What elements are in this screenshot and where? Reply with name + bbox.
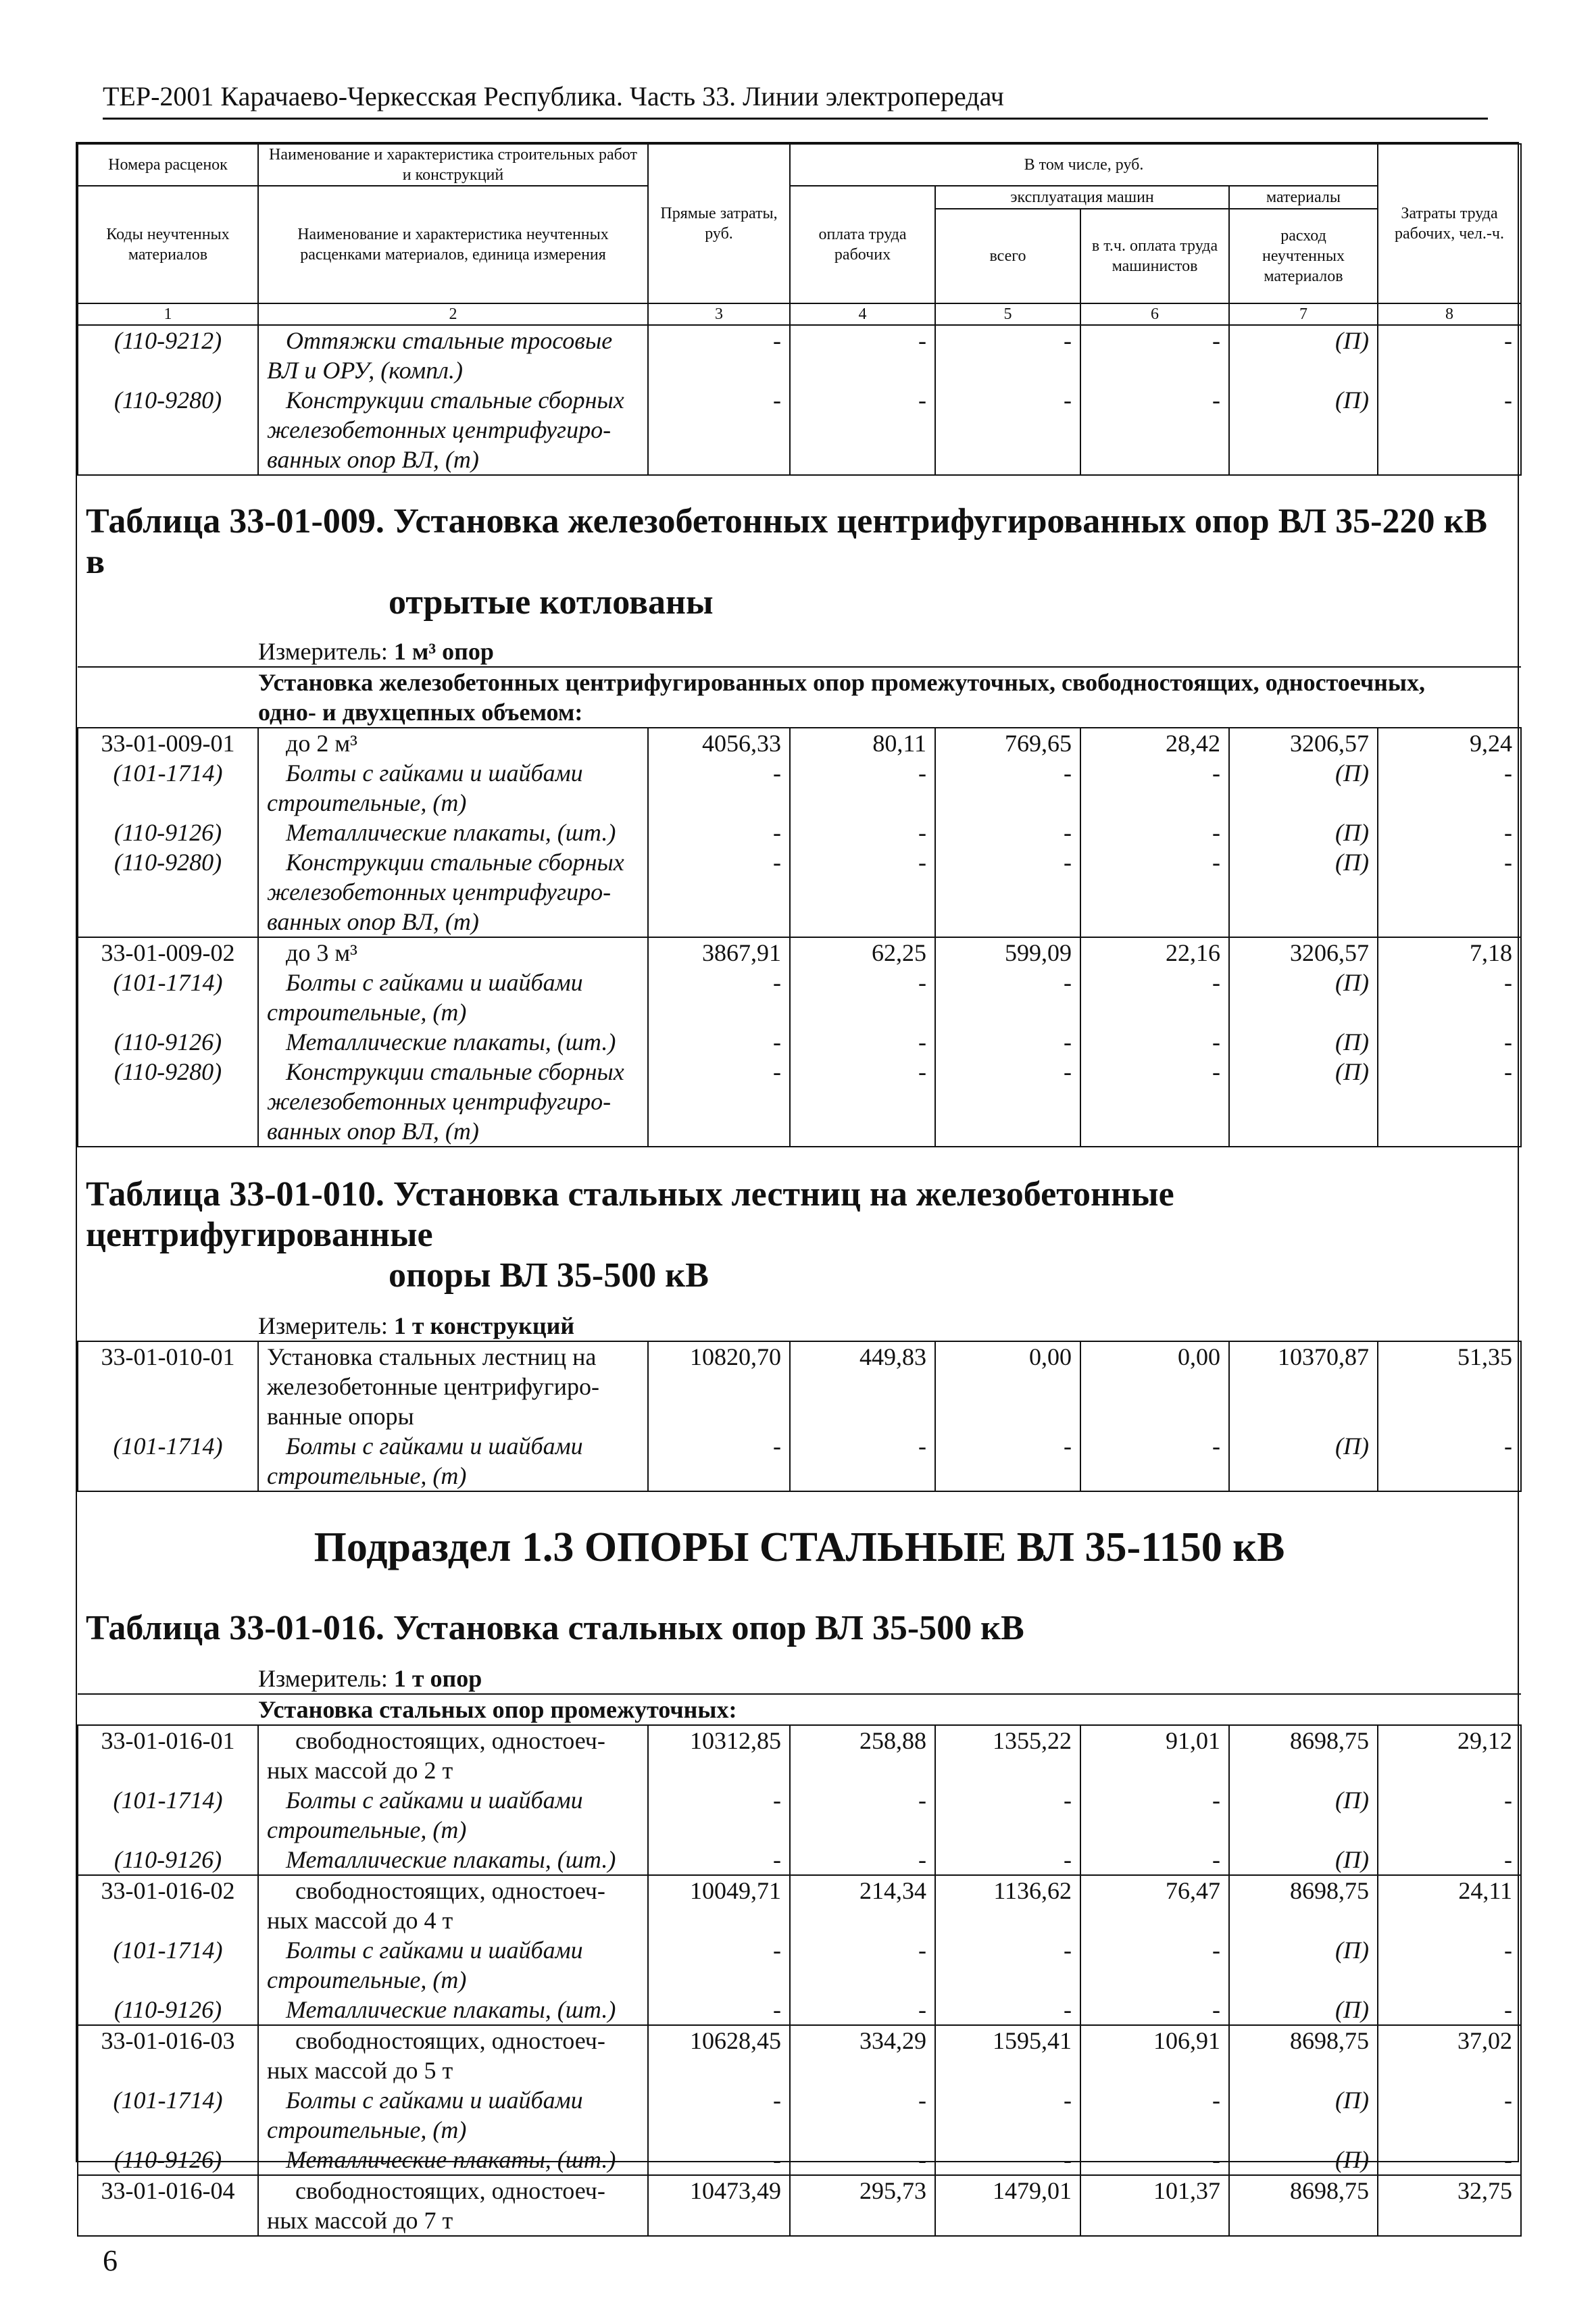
- col2-bottom-header: Наименование и характеристика неучтенных расценками материалов, единица измерения: [258, 186, 648, 303]
- direct-costs: 10049,71: [648, 1875, 790, 1935]
- labor-hours: 51,35: [1378, 1341, 1521, 1431]
- dash: -: [1378, 1845, 1521, 1875]
- machines-total-header: всего: [935, 209, 1080, 303]
- materials: 8698,75: [1229, 2175, 1378, 2236]
- material-row: [78, 1057, 1521, 1147]
- dash: -: [935, 325, 1080, 385]
- dash: -: [648, 2085, 790, 2145]
- materials: 8698,75: [1229, 2025, 1378, 2085]
- table-010-title-cont: опоры ВЛ 35-500 кВ: [389, 1256, 709, 1295]
- subsection-block: [78, 1491, 1521, 1725]
- operator-pay: 91,01: [1080, 1725, 1229, 1785]
- material-desc: Болты с гайками и шайбами строительные, (т): [258, 1935, 648, 1995]
- col2-top-header: Наименование и характеристика строительных работ и конструкций: [258, 144, 648, 186]
- dash: -: [1080, 325, 1229, 385]
- dash: -: [790, 2085, 935, 2145]
- price-table: [77, 143, 1522, 2237]
- worker-pay: 334,29: [790, 2025, 935, 2085]
- dash: -: [1080, 1057, 1229, 1147]
- machines-total: 1479,01: [935, 2175, 1080, 2236]
- p-mark: (П): [1229, 385, 1378, 475]
- material-desc: Болты с гайками и шайбами строительные, (т): [258, 968, 648, 1027]
- dash: -: [790, 1935, 935, 1995]
- dash: -: [935, 1845, 1080, 1875]
- dash: -: [1080, 1785, 1229, 1845]
- dash: -: [1080, 1935, 1229, 1995]
- rate-code: 33-01-009-01: [78, 728, 258, 758]
- labor-hours: 9,24: [1378, 728, 1521, 758]
- table-016-measure: Измеритель: 1 т опор: [258, 1665, 482, 1692]
- dash: -: [1080, 968, 1229, 1027]
- table-010-body: [78, 1341, 1521, 1491]
- col1-top-header: Номера расценок: [78, 144, 258, 186]
- labor-hours: 32,75: [1378, 2175, 1521, 2236]
- table-row: [78, 2175, 1521, 2236]
- machines-total: 0,00: [935, 1341, 1080, 1431]
- dash: -: [935, 2145, 1080, 2175]
- p-mark: (П): [1229, 1785, 1378, 1845]
- worker-pay: 258,88: [790, 1725, 935, 1785]
- dash: -: [1378, 1431, 1521, 1491]
- labor-costs-header: Затраты труда рабочих, чел.-ч.: [1378, 144, 1521, 303]
- table-009-measure: Измеритель: 1 м³ опор: [258, 638, 494, 665]
- dash: -: [648, 1845, 790, 1875]
- direct-costs: 4056,33: [648, 728, 790, 758]
- rate-desc: до 2 м³: [258, 728, 648, 758]
- rate-desc: свободностоящих, одностоеч- ных массой до 2 т: [258, 1725, 648, 1785]
- dash: -: [648, 2145, 790, 2175]
- dash: -: [1080, 1027, 1229, 1057]
- operator-pay: 106,91: [1080, 2025, 1229, 2085]
- direct-costs-header: Прямые затраты, руб.: [648, 144, 790, 303]
- dash: -: [1080, 1431, 1229, 1491]
- dash: -: [1378, 968, 1521, 1027]
- dash: -: [1378, 2085, 1521, 2145]
- dash: -: [790, 325, 935, 385]
- dash: -: [790, 1785, 935, 1845]
- worker-pay: 449,83: [790, 1341, 935, 1431]
- material-row: [78, 2085, 1521, 2145]
- header-rule: [103, 118, 1488, 120]
- material-desc: Болты с гайками и шайбами строительные, (т): [258, 2085, 648, 2145]
- col-num-7: 7: [1229, 303, 1378, 325]
- col-num-6: 6: [1080, 303, 1229, 325]
- dash: -: [935, 1431, 1080, 1491]
- dash: -: [648, 1935, 790, 1995]
- p-mark: (П): [1229, 1995, 1378, 2025]
- dash: -: [1378, 758, 1521, 818]
- labor-hours: 29,12: [1378, 1725, 1521, 1785]
- dash: -: [648, 758, 790, 818]
- material-row: [78, 818, 1521, 847]
- worker-pay: 295,73: [790, 2175, 935, 2236]
- table-016-subhead: Установка стальных опор промежуточных:: [78, 1694, 1521, 1725]
- dash: -: [648, 968, 790, 1027]
- dash: -: [1080, 2145, 1229, 2175]
- dash: -: [935, 2085, 1080, 2145]
- col-num-8: 8: [1378, 303, 1521, 325]
- material-row: [78, 1995, 1521, 2025]
- material-code: (101-1714): [78, 1785, 258, 1845]
- materials-header: материалы: [1229, 186, 1378, 209]
- table-body: [78, 325, 1521, 475]
- dash: -: [648, 847, 790, 937]
- operator-pay: 0,00: [1080, 1341, 1229, 1431]
- material-desc: Металлические плакаты, (шт.): [258, 1027, 648, 1057]
- dash: -: [648, 1027, 790, 1057]
- p-mark: (П): [1229, 968, 1378, 1027]
- material-desc: Болты с гайками и шайбами строительные, (т): [258, 1431, 648, 1491]
- operator-pay: 22,16: [1080, 937, 1229, 968]
- materials: 3206,57: [1229, 937, 1378, 968]
- operator-pay: 28,42: [1080, 728, 1229, 758]
- worker-pay: 80,11: [790, 728, 935, 758]
- direct-costs: 10473,49: [648, 2175, 790, 2236]
- table-009-caption: [78, 475, 1521, 728]
- material-row: [78, 758, 1521, 818]
- materials: 10370,87: [1229, 1341, 1378, 1431]
- material-desc: Металлические плакаты, (шт.): [258, 1845, 648, 1875]
- material-row: [78, 847, 1521, 937]
- worker-pay: 214,34: [790, 1875, 935, 1935]
- material-desc: Болты с гайками и шайбами строительные, (т): [258, 1785, 648, 1845]
- rate-desc: свободностоящих, одностоеч- ных массой до 5 т: [258, 2025, 648, 2085]
- direct-costs: 10628,45: [648, 2025, 790, 2085]
- direct-costs: 10312,85: [648, 1725, 790, 1785]
- dash: -: [1080, 818, 1229, 847]
- dash: -: [935, 968, 1080, 1027]
- dash: -: [790, 1027, 935, 1057]
- materials: 3206,57: [1229, 728, 1378, 758]
- dash: -: [1378, 1785, 1521, 1845]
- dash: -: [790, 847, 935, 937]
- rate-code: 33-01-016-01: [78, 1725, 258, 1785]
- material-row: [78, 1785, 1521, 1845]
- machines-header: эксплуатация машин: [935, 186, 1229, 209]
- material-code: (110-9126): [78, 2145, 258, 2175]
- dash: -: [1378, 385, 1521, 475]
- operator-pay-header: в т.ч. оплата труда машинистов: [1080, 209, 1229, 303]
- dash: -: [935, 1995, 1080, 2025]
- rate-desc: свободностоящих, одностоеч- ных массой до 4 т: [258, 1875, 648, 1935]
- operator-pay: 76,47: [1080, 1875, 1229, 1935]
- dash: -: [1378, 1027, 1521, 1057]
- p-mark: (П): [1229, 1935, 1378, 1995]
- material-code: (101-1714): [78, 2085, 258, 2145]
- table-009-title-cont: отрытые котлованы: [389, 583, 714, 622]
- table-016-title: Таблица 33-01-016. Установка стальных опор ВЛ 35-500 кВ: [86, 1609, 1024, 1647]
- material-desc: Конструкции стальные сборных железобетонных центрифугиро- ванных опор ВЛ, (т): [258, 847, 648, 937]
- rate-code: 33-01-016-03: [78, 2025, 258, 2085]
- rate-desc: Установка стальных лестниц на железобетонные центрифугиро- ванные опоры: [258, 1341, 648, 1431]
- rate-desc: свободностоящих, одностоеч- ных массой до 7 т: [258, 2175, 648, 2236]
- p-mark: (П): [1229, 2085, 1378, 2145]
- p-mark: (П): [1229, 1057, 1378, 1147]
- p-mark: (П): [1229, 1027, 1378, 1057]
- dash: -: [648, 818, 790, 847]
- dash: -: [1378, 1057, 1521, 1147]
- material-code: (110-9126): [78, 1027, 258, 1057]
- material-code: (101-1714): [78, 1935, 258, 1995]
- dash: -: [935, 818, 1080, 847]
- material-row: [78, 1845, 1521, 1875]
- dash: -: [1080, 385, 1229, 475]
- col-num-4: 4: [790, 303, 935, 325]
- including-header: В том числе, руб.: [790, 144, 1378, 186]
- rate-code: 33-01-010-01: [78, 1341, 258, 1431]
- material-row: [78, 385, 1521, 475]
- material-code: (101-1714): [78, 758, 258, 818]
- dash: -: [790, 2145, 935, 2175]
- dash: -: [790, 385, 935, 475]
- material-code: (110-9126): [78, 1845, 258, 1875]
- col-num-1: 1: [78, 303, 258, 325]
- table-009-body: [78, 728, 1521, 1147]
- worker-pay-header: оплата труда рабочих: [790, 186, 935, 303]
- dash: -: [790, 1057, 935, 1147]
- material-code: (110-9126): [78, 818, 258, 847]
- dash: -: [648, 325, 790, 385]
- p-mark: (П): [1229, 2145, 1378, 2175]
- dash: -: [1080, 1995, 1229, 2025]
- p-mark: (П): [1229, 818, 1378, 847]
- material-row: [78, 968, 1521, 1027]
- p-mark: (П): [1229, 847, 1378, 937]
- dash: -: [1080, 758, 1229, 818]
- rate-desc: до 3 м³: [258, 937, 648, 968]
- material-code: (110-9126): [78, 1995, 258, 2025]
- labor-hours: 37,02: [1378, 2025, 1521, 2085]
- material-code: (101-1714): [78, 1431, 258, 1491]
- col-num-3: 3: [648, 303, 790, 325]
- machines-total: 599,09: [935, 937, 1080, 968]
- running-header: ТЕР-2001 Карачаево-Черкесская Республика. Часть 33. Линии электропередач: [103, 81, 1004, 111]
- rate-code: 33-01-009-02: [78, 937, 258, 968]
- table-009-subhead: Установка железобетонных центрифугированных опор промежуточных, свободностоящих, одностоечных, одно- и двухцепных объемом:: [78, 667, 1521, 728]
- table-header: [78, 144, 1521, 325]
- dash: -: [935, 847, 1080, 937]
- worker-pay: 62,25: [790, 937, 935, 968]
- dash: -: [648, 1431, 790, 1491]
- dash: -: [1080, 2085, 1229, 2145]
- dash: -: [935, 1027, 1080, 1057]
- dash: -: [1080, 1845, 1229, 1875]
- dash: -: [1378, 1995, 1521, 2025]
- dash: -: [1378, 2145, 1521, 2175]
- labor-hours: 24,11: [1378, 1875, 1521, 1935]
- dash: -: [790, 758, 935, 818]
- machines-total: 769,65: [935, 728, 1080, 758]
- material-desc: Оттяжки стальные тросовые ВЛ и ОРУ, (компл.): [258, 325, 648, 385]
- dash: -: [1378, 1935, 1521, 1995]
- labor-hours: 7,18: [1378, 937, 1521, 968]
- page-number: 6: [103, 2244, 118, 2277]
- dash: -: [935, 1935, 1080, 1995]
- dash: -: [648, 385, 790, 475]
- subsection-title: Подраздел 1.3 ОПОРЫ СТАЛЬНЫЕ ВЛ 35-1150 кВ: [314, 1524, 1285, 1570]
- material-desc: Металлические плакаты, (шт.): [258, 2145, 648, 2175]
- dash: -: [935, 1785, 1080, 1845]
- dash: -: [1378, 325, 1521, 385]
- material-code: (101-1714): [78, 968, 258, 1027]
- material-desc: Металлические плакаты, (шт.): [258, 818, 648, 847]
- table-row: [78, 1341, 1521, 1431]
- table-row: [78, 1875, 1521, 1935]
- unaccounted-materials-header: расход неучтенных материалов: [1229, 209, 1378, 303]
- dash: -: [790, 818, 935, 847]
- col-num-5: 5: [935, 303, 1080, 325]
- material-desc: Металлические плакаты, (шт.): [258, 1995, 648, 2025]
- p-mark: (П): [1229, 1845, 1378, 1875]
- price-table-frame: [76, 142, 1519, 2234]
- material-desc: Болты с гайками и шайбами строительные, (т): [258, 758, 648, 818]
- dash: -: [1378, 847, 1521, 937]
- table-010-measure: Измеритель: 1 т конструкций: [258, 1312, 575, 1339]
- p-mark: (П): [1229, 1431, 1378, 1491]
- dash: -: [648, 1057, 790, 1147]
- col1-bottom-header: Коды неучтенных материалов: [78, 186, 258, 303]
- machines-total: 1355,22: [935, 1725, 1080, 1785]
- dash: -: [790, 968, 935, 1027]
- table-010-title: Таблица 33-01-010. Установка стальных лестниц на железобетонные центрифугированные: [86, 1175, 1174, 1254]
- direct-costs: 10820,70: [648, 1341, 790, 1431]
- dash: -: [790, 1995, 935, 2025]
- material-code: (110-9280): [78, 385, 258, 475]
- table-row: [78, 1725, 1521, 1785]
- p-mark: (П): [1229, 758, 1378, 818]
- machines-total: 1136,62: [935, 1875, 1080, 1935]
- dash: -: [790, 1431, 935, 1491]
- material-desc: Конструкции стальные сборных железобетонных центрифугиро- ванных опор ВЛ, (т): [258, 1057, 648, 1147]
- material-row: [78, 325, 1521, 385]
- material-row: [78, 1027, 1521, 1057]
- materials: 8698,75: [1229, 1875, 1378, 1935]
- material-row: [78, 2145, 1521, 2175]
- materials: 8698,75: [1229, 1725, 1378, 1785]
- dash: -: [935, 385, 1080, 475]
- material-desc: Конструкции стальные сборных железобетонных центрифугиро- ванных опор ВЛ, (т): [258, 385, 648, 475]
- table-009-title: Таблица 33-01-009. Установка железобетонных центрифугированных опор ВЛ 35-220 кВ в: [86, 502, 1488, 581]
- dash: -: [935, 758, 1080, 818]
- dash: -: [648, 1785, 790, 1845]
- table-row: [78, 937, 1521, 968]
- material-code: (110-9280): [78, 1057, 258, 1147]
- dash: -: [648, 1995, 790, 2025]
- rate-code: 33-01-016-02: [78, 1875, 258, 1935]
- material-row: [78, 1431, 1521, 1491]
- operator-pay: 101,37: [1080, 2175, 1229, 2236]
- table-010-caption: [78, 1147, 1521, 1341]
- material-code: (110-9280): [78, 847, 258, 937]
- direct-costs: 3867,91: [648, 937, 790, 968]
- dash: -: [1080, 847, 1229, 937]
- table-row: [78, 2025, 1521, 2085]
- dash: -: [1378, 818, 1521, 847]
- machines-total: 1595,41: [935, 2025, 1080, 2085]
- table-row: [78, 728, 1521, 758]
- col-num-2: 2: [258, 303, 648, 325]
- dash: -: [935, 1057, 1080, 1147]
- rate-code: 33-01-016-04: [78, 2175, 258, 2236]
- p-mark: (П): [1229, 325, 1378, 385]
- material-row: [78, 1935, 1521, 1995]
- material-code: (110-9212): [78, 325, 258, 385]
- dash: -: [790, 1845, 935, 1875]
- table-016-body: [78, 1725, 1521, 2236]
